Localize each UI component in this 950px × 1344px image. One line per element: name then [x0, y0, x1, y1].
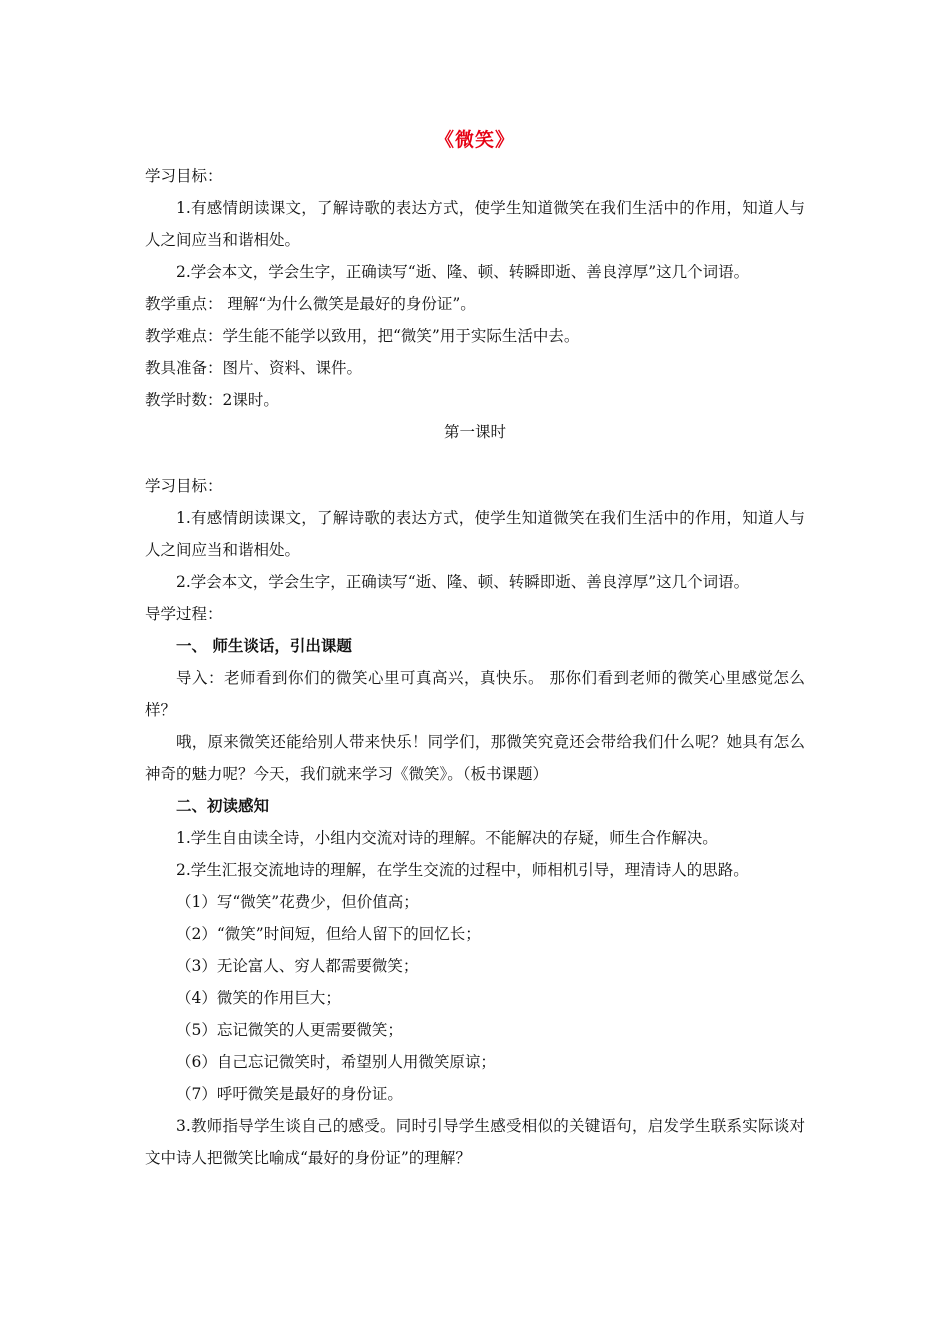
document-title: 《微笑》: [434, 129, 515, 151]
section-1-paragraph: 哦，原来微笑还能给别人带来快乐！同学们，那微笑究竟还会带给我们什么呢？她具有怎么神奇的魅力呢？今天，我们就来学习《微笑》。（板书课题）: [145, 733, 805, 783]
point-item: （6）自己忘记微笑时，希望别人用微笑原谅；: [176, 1053, 496, 1071]
section-2-item-1: 1.学生自由读全诗，小组内交流对诗的理解。不能解决的存疑，师生合作解决。: [176, 829, 718, 847]
point-item: （7）呼吁微笑是最好的身份证。: [176, 1085, 403, 1103]
difficulty: 教学难点：学生能不能学以致用，把“微笑”用于实际生活中去。: [145, 327, 580, 345]
teaching-hours: 教学时数：2课时。: [145, 391, 279, 409]
document-body: [145, 160, 805, 1174]
spacer: [145, 448, 805, 470]
section-1-intro: 导入：老师看到你们的微笑心里可真高兴，真快乐。 那你们看到老师的微笑心里感觉怎么样？: [145, 669, 805, 719]
key-point: 教学重点： 理解“为什么微笑是最好的身份证”。: [145, 295, 476, 313]
goals-label: 学习目标：: [145, 167, 223, 185]
point-item: （1）写“微笑”花费少，但价值高；: [176, 893, 419, 911]
point-item: （2）“微笑”时间短，但给人留下的回忆长；: [176, 925, 481, 943]
lesson-goal-2: 2.学会本文，学会生字，正确读写“逝、隆、顿、转瞬即逝、善良淳厚”这几个词语。: [176, 573, 750, 591]
goal-2: 2.学会本文，学会生字，正确读写“逝、隆、顿、转瞬即逝、善良淳厚”这几个词语。: [176, 263, 750, 281]
goal-1: 1.有感情朗读课文，了解诗歌的表达方式，使学生知道微笑在我们生活中的作用，知道人与人之间应当和谐相处。: [145, 199, 805, 249]
point-item: （3）无论富人、穷人都需要微笑；: [176, 957, 419, 975]
section-2-item-3: 3.教师指导学生谈自己的感受。同时引导学生感受相似的关键语句，启发学生联系实际谈对文中诗人把微笑比喻成“最好的身份证”的理解？: [145, 1117, 805, 1167]
lesson-heading: 第一课时: [443, 423, 506, 441]
materials: 教具准备：图片、资料、课件。: [145, 359, 363, 377]
section-2-item-2: 2.学生汇报交流地诗的理解，在学生交流的过程中，师相机引导，理清诗人的思路。: [176, 861, 749, 879]
section-1-heading: 一、 师生谈话，引出课题: [176, 637, 352, 655]
lesson-goal-1: 1.有感情朗读课文，了解诗歌的表达方式，使学生知道微笑在我们生活中的作用，知道人与人之间应当和谐相处。: [145, 509, 805, 559]
section-2-heading: 二、初读感知: [176, 797, 270, 815]
lesson-goals-label: 学习目标：: [145, 477, 223, 495]
process-label: 导学过程：: [145, 605, 223, 623]
point-item: （4）微笑的作用巨大；: [176, 989, 341, 1007]
point-item: （5）忘记微笑的人更需要微笑；: [176, 1021, 403, 1039]
